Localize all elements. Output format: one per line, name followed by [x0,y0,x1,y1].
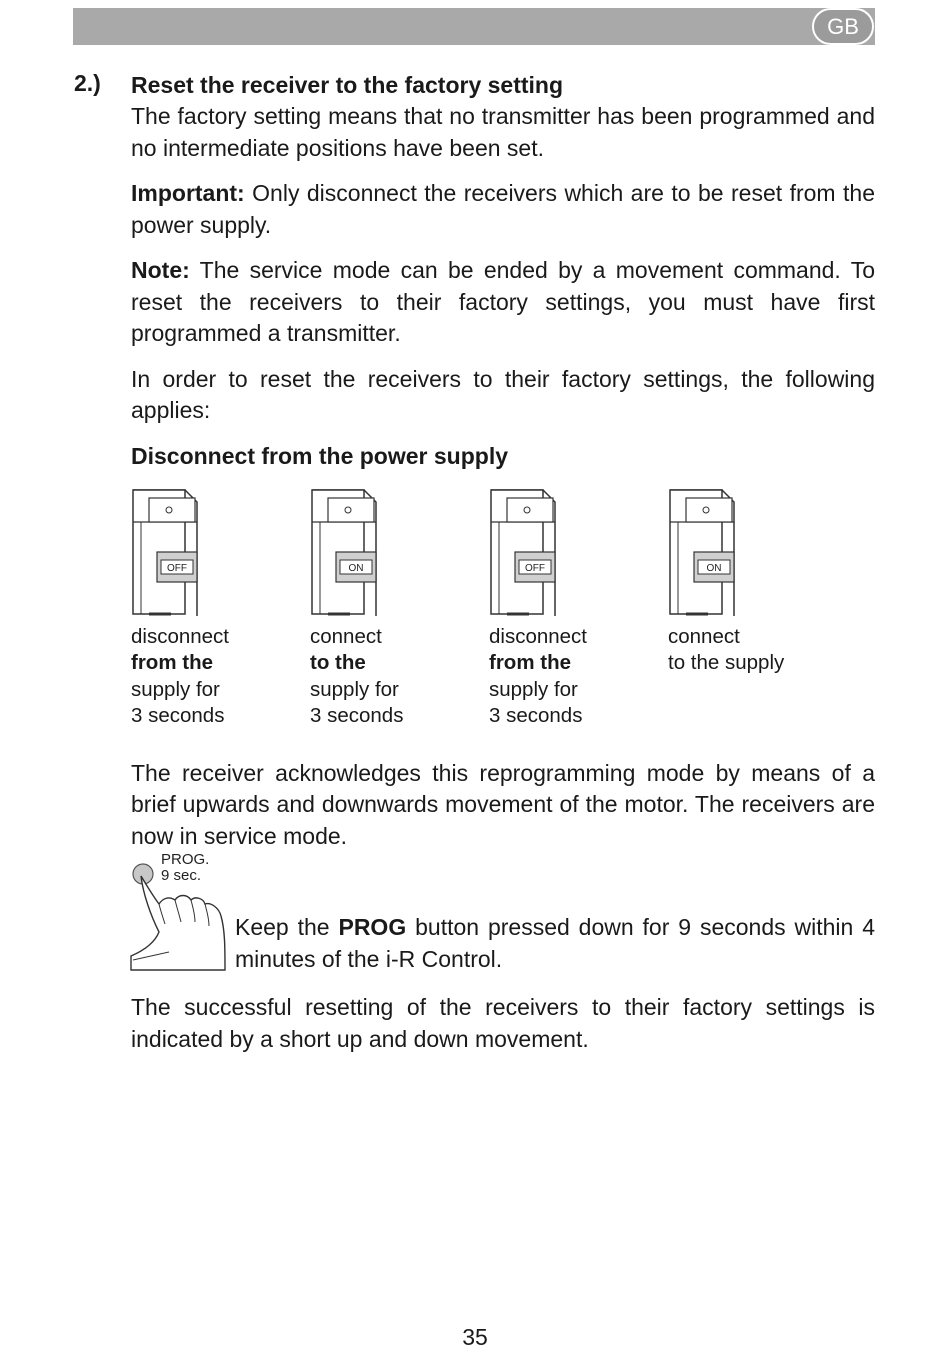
prog-instruction-text [235,912,875,975]
note-text: The service mode can be ended by a movement command. To reset the receivers to their factory settings, you must have first programmed a transmitter. [131,257,875,346]
order-paragraph: In order to reset the receivers to their factory settings, the following applies: [131,365,875,423]
prog-time: 9 sec. [161,867,202,884]
header-bar [73,8,875,45]
caption-line: connect [668,624,740,648]
switch-state-label: ON [348,562,364,574]
prog-instruction [131,852,875,978]
caption-line: 3 seconds [131,704,225,727]
section-title: Reset the receiver to the factory setting [131,72,564,98]
switch-state-label: OFF [167,562,187,574]
caption-line-bold: to the [310,651,366,674]
hand-pressing-button-icon [129,852,233,974]
caption-line-bold: from the [131,651,213,674]
breaker-switch-icon [310,488,380,618]
keep-text-pre: Keep the [235,914,339,940]
caption-line: to the supply [668,651,785,674]
caption-line: 3 seconds [310,704,404,727]
section-content [131,70,875,1055]
switch-step-2 [310,488,480,730]
intro-paragraph: The factory setting means that no transmitter has been programmed and no intermediate positions have been set. [131,103,875,161]
switch-state-label: ON [706,562,722,574]
note-paragraph [131,255,875,350]
important-label: Important: [131,180,245,206]
switch-caption [131,624,301,730]
switch-step-4 [668,488,838,677]
keep-text-post: button pressed down for 9 seconds within 4 minutes of the i-R Control. [235,914,876,972]
caption-line: supply for [489,677,578,701]
language-badge: GB [812,8,874,45]
caption-line: disconnect [489,624,588,648]
caption-line: supply for [131,677,220,701]
switch-step-3 [489,488,659,730]
switch-caption [668,624,838,677]
caption-line-bold: from the [489,651,571,674]
important-paragraph [131,178,875,241]
switch-step-1 [131,488,301,730]
note-label: Note: [131,257,190,283]
prog-button-name: PROG [338,914,407,940]
caption-line: connect [310,624,382,648]
page-number: 35 [462,1324,488,1350]
caption-line: supply for [310,677,399,701]
breaker-switch-icon [131,488,201,618]
subheading: Disconnect from the power supply [131,442,508,469]
caption-line: disconnect [131,624,230,648]
acknowledge-paragraph: The receiver acknowledges this reprogramming mode by means of a brief upwards and downwards movement of the motor. The receivers are now in service mode. [131,759,875,849]
switch-caption [310,624,480,730]
breaker-switch-icon [489,488,559,618]
section-number: 2.) [74,70,101,96]
success-paragraph: The successful resetting of the receivers to their factory settings is indicated by a short up and down movement. [131,994,875,1052]
switch-sequence [131,488,875,758]
switch-state-label: OFF [525,562,545,574]
switch-caption [489,624,659,730]
prog-label: PROG. [161,852,210,868]
caption-line: 3 seconds [489,704,583,727]
breaker-switch-icon [668,488,738,618]
important-text: Only disconnect the receivers which are to be reset from the power supply. [131,180,875,238]
